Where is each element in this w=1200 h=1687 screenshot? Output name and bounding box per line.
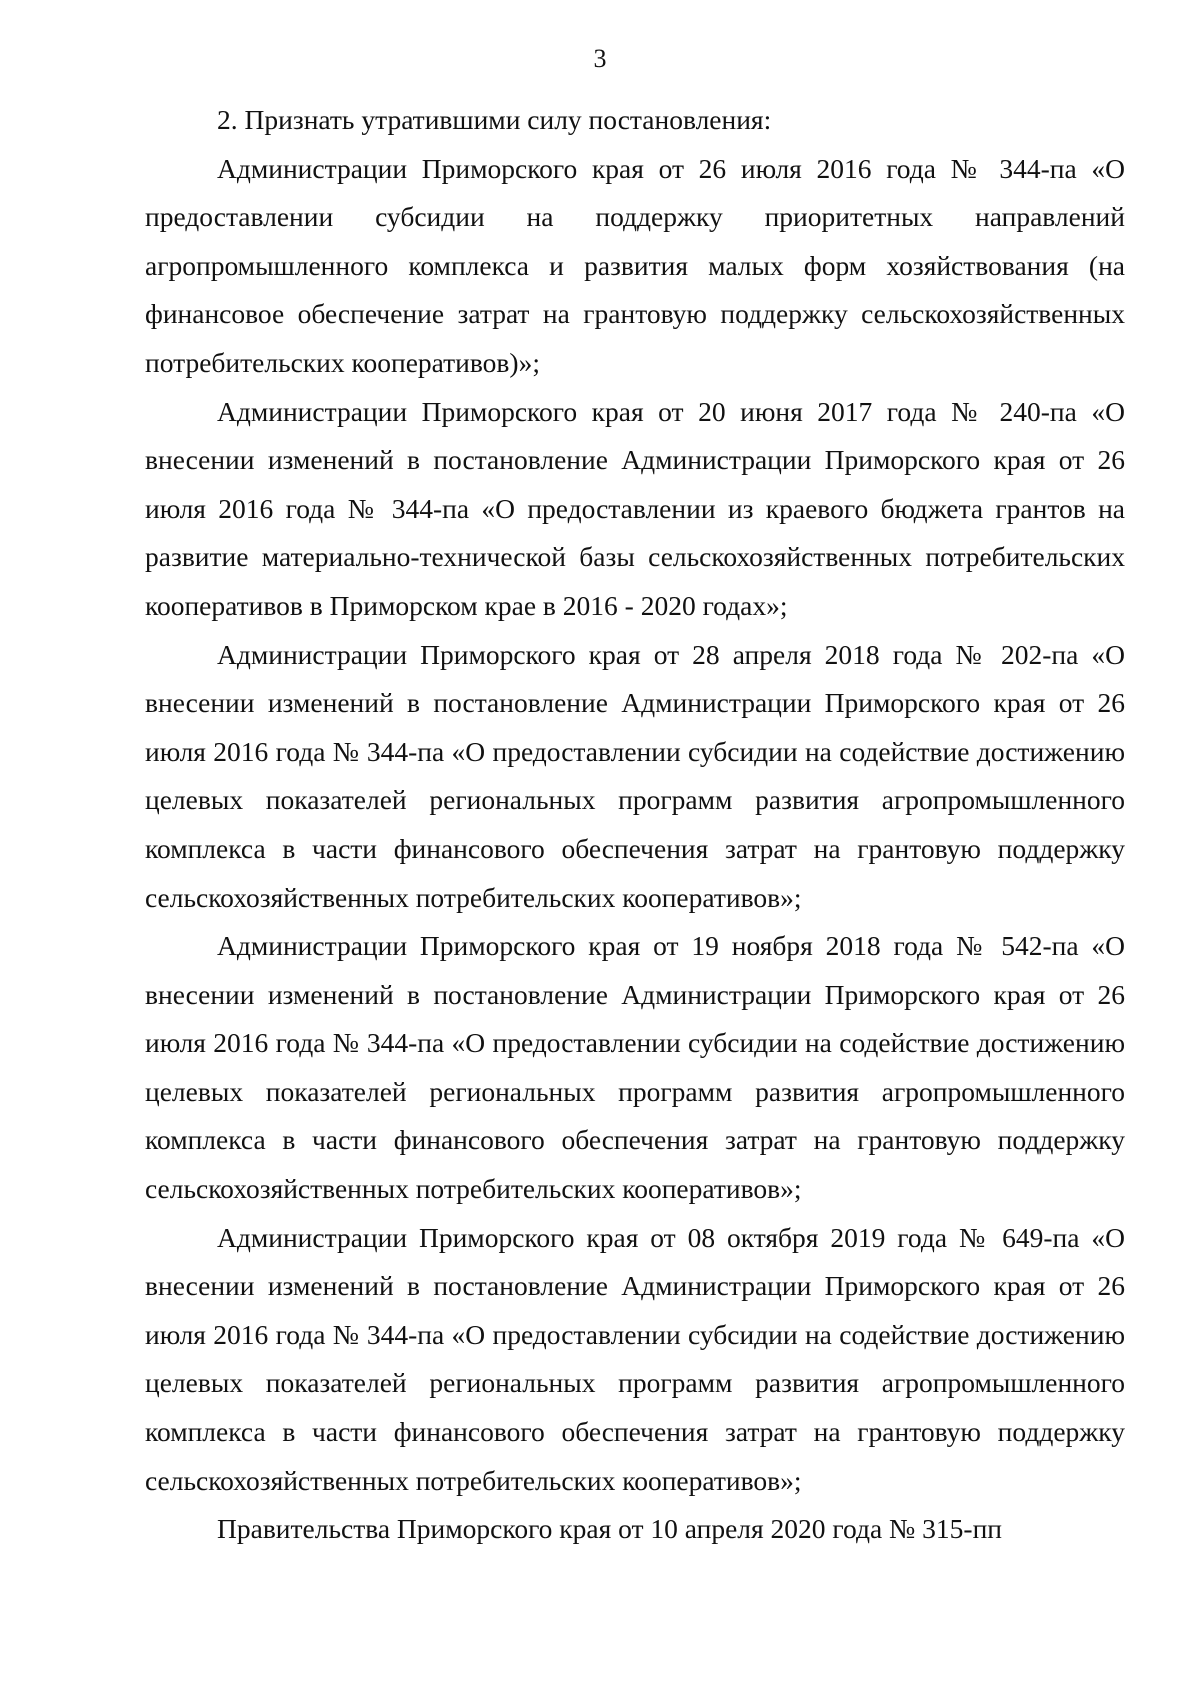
paragraph-intro: 2. Признать утратившими силу постановления: — [217, 104, 772, 135]
paragraph-resolution-6: Правительства Приморского края от 10 апреля 2020 года № 315-пп — [217, 1513, 1003, 1545]
paragraph-resolution-4: Администрации Приморского края от 19 ноября 2018 года № 542-па «О внесении изменений в постановление Администрации Приморского края от 26 июля 2016 года № 344-па «О предоставлении субсидии на содействие достижению целевых показателей региональных программ развития агропромышленного комплекса в части финансового обеспечения затрат на грантовую поддержку сельскохозяйственных потребительских кооперативов»; — [145, 930, 1125, 1205]
page-number: 3 — [593, 44, 607, 73]
paragraph-resolution-1: Администрации Приморского края от 26 июля 2016 года № 344-па «О предоставлении субсидии на поддержку приоритетных направлений агропромышленного комплекса и развития малых форм хозяйствования (на финансовое обеспечение затрат на грантовую поддержку сельскохозяйственных потребительских кооперативов)»; — [145, 152, 1125, 378]
paragraph-resolution-5: Администрации Приморского края от 08 октября 2019 года № 649-па «О внесении изменений в постановление Администрации Приморского края от 26 июля 2016 года № 344-па «О предоставлении субсидии на содействие достижению целевых показателей региональных программ развития агропромышленного комплекса в части финансового обеспечения затрат на грантовую поддержку сельскохозяйственных потребительских кооперативов»; — [145, 1221, 1125, 1496]
document-body — [145, 96, 1125, 1554]
paragraph-resolution-2: Администрации Приморского края от 20 июня 2017 года № 240-па «О внесении изменений в постановление Администрации Приморского края от 26 июля 2016 года № 344-па «О предоставлении из краевого бюджета грантов на развитие материально-технической базы сельскохозяйственных потребительских кооперативов в Приморском крае в 2016 - 2020 годах»; — [145, 395, 1125, 621]
paragraph-resolution-3: Администрации Приморского края от 28 апреля 2018 года № 202-па «О внесении изменений в постановление Администрации Приморского края от 26 июля 2016 года № 344-па «О предоставлении субсидии на содействие достижению целевых показателей региональных программ развития агропромышленного комплекса в части финансового обеспечения затрат на грантовую поддержку сельскохозяйственных потребительских кооперативов»; — [145, 638, 1125, 913]
